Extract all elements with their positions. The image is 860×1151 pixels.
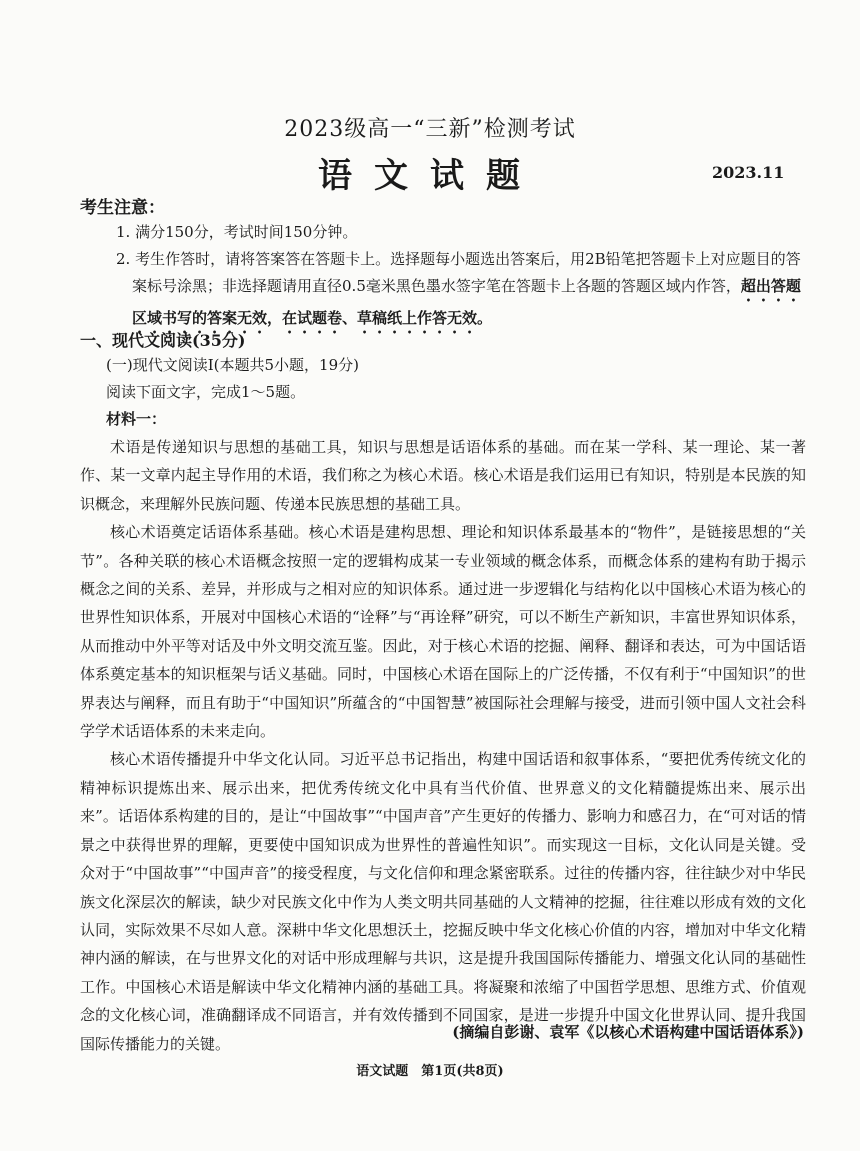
page-footer: 语文试题 第1页(共8页) <box>356 1064 504 1079</box>
notice-item-2-emphasis: 超出答题区域书写的答案无效，在试题卷、草稿纸上作答无效。 <box>132 277 801 327</box>
paragraph: 核心术语奠定话语体系基础。核心术语是建构思想、理论和知识体系最基本的“物件”，是链接思想的“关节”。各种关联的核心术语概念按照一定的逻辑构成某一专业领域的概念体系，而概念体系的建构有助于揭示概念之间的关系、差异，并形成与之相对应的知识体系。通过进一步逻辑化与结构化以中国核心术语为核心的世界性知识体系，开展对中国核心术语的“诠释”与“再诠释”研究，可以不断生产新知识，丰富世界知识体系，从而推动中外平等对话及中外文明交流互鉴。因此，对于核心术语的挖掘、阐释、翻译和表达，可为中国话语体系奠定基本的知识框架与话义基础。同时，中国核心术语在国际上的广泛传播，不仅有利于“中国知识”的世界表达与阐释，而且有助于“中国知识”所蕴含的“中国智慧”被国际社会理解与接受，进而引领中国人文社会科学学术话语体系的未来走向。 <box>80 523 806 741</box>
exam-title: 2023级高一“三新”检测考试 <box>284 117 576 142</box>
material-label: 材料一： <box>106 410 167 428</box>
sub-section-heading: (一)现代文阅读Ⅰ(本题共5小题，19分) <box>106 356 359 374</box>
notice-item-2-text: 2. 考生作答时，请将答案答在答题卡上。选择题每小题选出答案后，用2B铅笔把答题卡上对应题目的答案标号涂黑；非选择题请用直径0.5毫米黑色墨水签字笔在答题卡上各题的答题区域内作答， <box>116 250 801 295</box>
notice-item-2 <box>116 246 806 337</box>
notice-list <box>116 219 806 337</box>
notice-item-1: 1. 满分150分，考试时间150分钟。 <box>116 223 358 241</box>
paragraph: 术语是传递知识与思想的基础工具，知识与思想是话语体系的基础。而在某一学科、某一理论、某一著作、某一文章内起主导作用的术语，我们称之为核心术语。核心术语是我们运用已有知识，特别是本民族的知识概念，来理解外民族问题、传递本民族思想的基础工具。 <box>80 438 806 513</box>
paragraph: 核心术语传播提升中华文化认同。习近平总书记指出，构建中国话语和叙事体系，“要把优秀传统文化的精神标识提炼出来、展示出来，把优秀传统文化中具有当代价值、世界意义的文化精髓提炼出来、展示出来”。话语体系构建的目的，是让“中国故事”“中国声音”产生更好的传播力、影响力和感召力，在“可对话的情景之中获得世界的理解，更要使中国知识成为世界性的普遍性知识”。而实现这一目标，文化认同是关键。受众对于“中国故事”“中国声音”的接受程度，与文化信仰和理念紧密联系。过往的传播内容，往往缺少对中华民族文化深层次的解读，缺少对民族文化中作为人类文明共同基础的人文精神的挖掘，往往难以形成有效的文化认同，实际效果不尽如人意。深耕中华文化思想沃土，挖掘反映中华文化核心价值的内容，增加对中华文化精神内涵的解读，在与世界文化的对话中形成理解与共识，这是提升我国国际传播能力、增强文化认同的基础性工作。中国核心术语是解读中华文化精神内涵的基础工具。将凝聚和浓缩了中国哲学思想、思维方式、价值观念的文化核心词，准确翻译成不同语言，并有效传播到不同国家，是进一步提升中国文化世界认同、提升我国国际传播能力的关键。 <box>80 750 806 1053</box>
material-body <box>80 433 806 1058</box>
notice-heading: 考生注意： <box>80 198 165 218</box>
exam-date: 2023.11 <box>712 163 785 182</box>
section-heading: 一、现代文阅读(35分) <box>80 331 246 350</box>
subject-title: 语文试题 <box>318 156 542 196</box>
source-citation: (摘编自彭谢、袁军《以核心术语构建中国话语体系》) <box>452 1023 804 1041</box>
reading-instruction: 阅读下面文字，完成1～5题。 <box>106 383 306 401</box>
